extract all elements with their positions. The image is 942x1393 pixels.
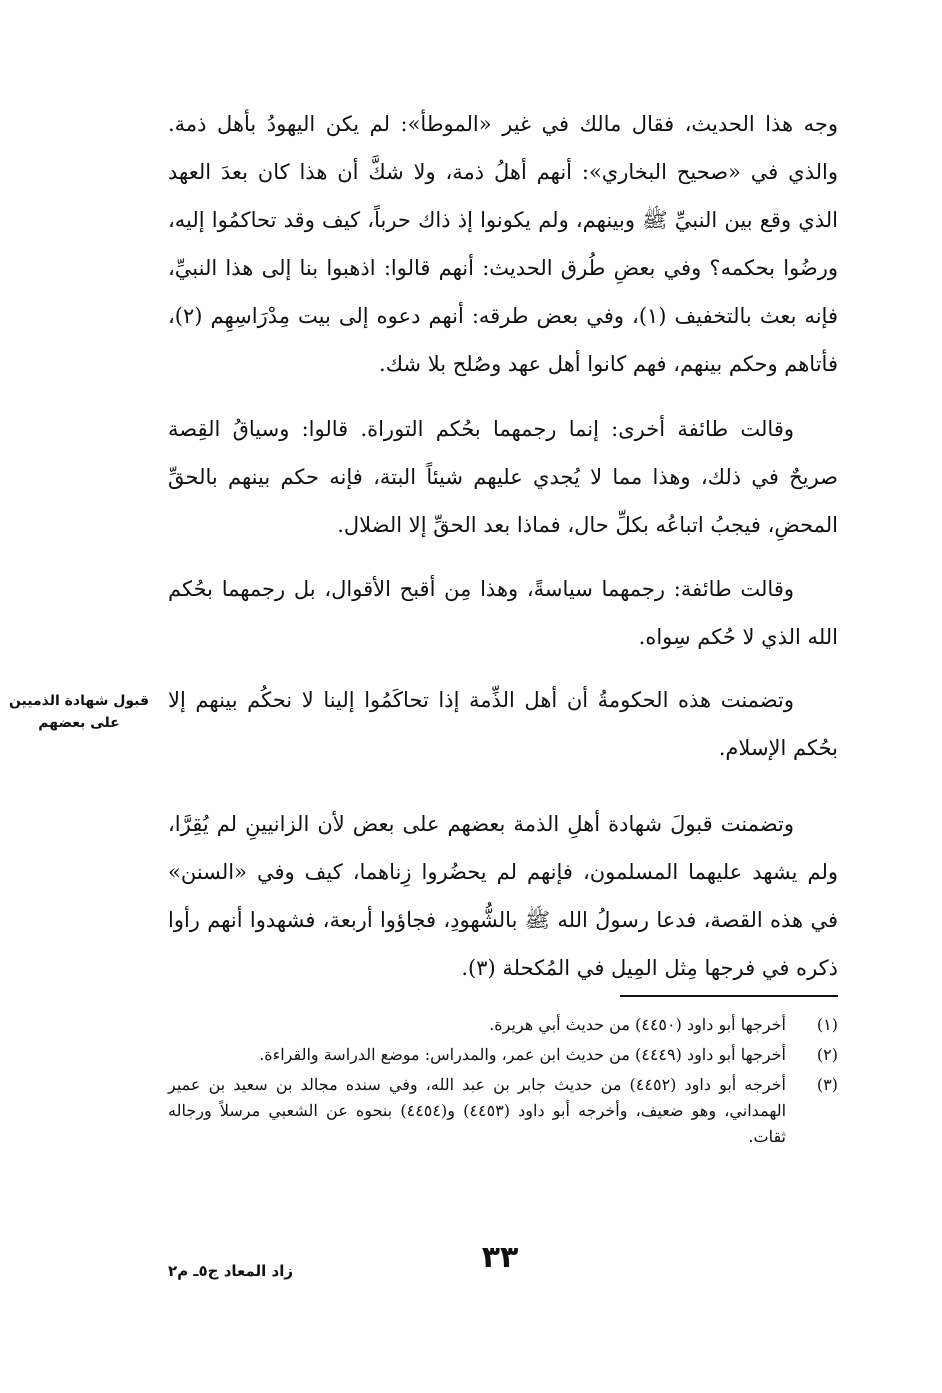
paragraph-5	[168, 800, 838, 992]
paragraph-1-text: وجه هذا الحديث، فقال مالك في غير «الموطأ»: لم يكن اليهودُ بأهل ذمة. والذي في «صحيح البخاري»: أنهم أهلُ ذمة، ولا شكَّ أن هذا كان بعدَ العهد الذي وقع بين النبيِّ ﷺ وبينهم، ولم يكونوا إذ ذاك حرباً، كيف وقد تحاكمُوا إليه، ورضُوا بحكمه؟ وفي بعضِ طُرق الحديث: أنهم قالوا: اذهبوا بنا إلى هذا النبيِّ، فإنه بعث بالتخفيف (١)، وفي بعض طرقه: أنهم دعوه إلى بيت مِدْرَاسِهِم (٢)، فأتاهم وحكم بينهم، فهم كانوا أهل عهد وصُلح بلا شك.	[168, 112, 838, 376]
footnote-number: (٢)	[816, 1045, 838, 1064]
footnote-separator	[620, 995, 838, 997]
paragraph-2-text: وقالت طائفة أخرى: إنما رجمهما بحُكم التوراة. قالوا: وسياقُ القِصة صريحٌ في ذلك، وهذا مما لا يُجدي عليهم شيئاً البتة، فإنه حكم بينهم بالحقِّ المحضِ، فيجبُ اتباعُه بكلِّ حال، فماذا بعد الحقِّ إلا الضلال.	[168, 417, 838, 537]
paragraph-4	[168, 676, 838, 772]
footnotes	[168, 1012, 838, 1154]
footnote-text: أخرجه أبو داود (٤٤٥٢) من حديث جابر بن عبد الله، وفي سنده مجالد بن سعيد بن عمير الهمداني، وهو ضعيف، وأخرجه أبو داود (٤٤٥٣) و(٤٤٥٤) بنحوه عن الشعبي مرسلاً ورجاله ثقات.	[168, 1075, 787, 1146]
footnote-1	[168, 1012, 838, 1038]
paragraph-3-text: وقالت طائفة: رجمهما سياسةً، وهذا مِن أقبح الأقوال، بل رجمهما بحُكم الله الذي لا حُكم سِواه.	[168, 577, 838, 649]
paragraph-3	[168, 565, 838, 661]
paragraph-1	[168, 100, 838, 388]
paragraph-5-text: وتضمنت قبولَ شهادة أهلِ الذمة بعضهم على بعض لأن الزانيينِ لم يُقِرَّا، ولم يشهد عليهما المسلمون، فإنهم لم يحضُروا زِناهما، كيف وفي «السنن» في هذه القصة، فدعا رسولُ الله ﷺ بالشُّهودِ، فجاؤوا أربعة، فشهدوا أنهم رأوا ذكره في فرجها مِثل المِيل في المُكحلة (٣).	[168, 812, 838, 980]
running-footer: زاد المعاد ج٥ـ م٢	[168, 1262, 294, 1280]
footnote-text: أخرجها أبو داود (٤٤٥٠) من حديث أبي هريرة.	[489, 1015, 786, 1034]
footnote-3	[168, 1072, 838, 1150]
paragraph-2	[168, 405, 838, 549]
footnote-number: (٣)	[816, 1075, 838, 1094]
margin-note: قبول شهادة الذميين على بعضهم	[8, 693, 150, 731]
page-number: ٣٣	[481, 1240, 519, 1275]
paragraph-4-text: وتضمنت هذه الحكومةُ أن أهل الذِّمة إذا تحاكَمُوا إلينا لا نحكُم بينهم إلا بحُكم الإسلام.	[168, 688, 838, 760]
footnote-number: (١)	[816, 1015, 838, 1034]
footnote-2	[168, 1042, 838, 1068]
footnote-text: أخرجها أبو داود (٤٤٤٩) من حديث ابن عمر، والمدراس: موضع الدراسة والقراءة.	[259, 1045, 786, 1064]
